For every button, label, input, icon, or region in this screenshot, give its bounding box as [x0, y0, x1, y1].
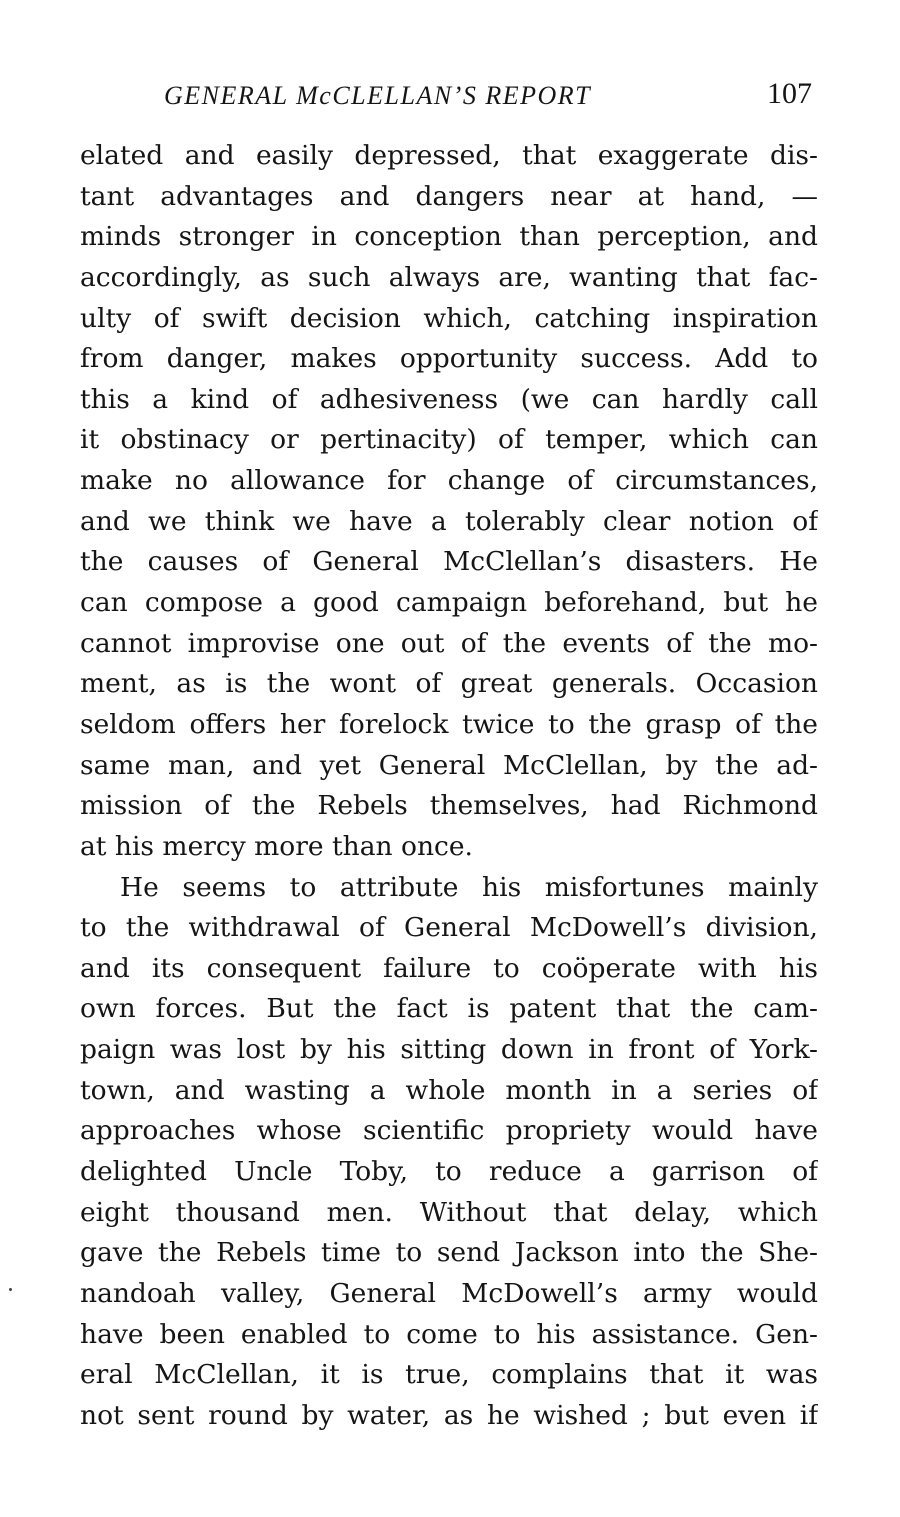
text-line: at his mercy more than once. — [80, 830, 473, 862]
text-line: accordingly, as such always are, wanting that fac- — [80, 261, 818, 293]
text-line: the causes of General McClellan’s disasters. He — [80, 546, 818, 578]
text-line: minds stronger in conception than perception, and — [80, 221, 818, 253]
text-line: tant advantages and dangers near at hand, — — [80, 180, 818, 212]
text-line: this a kind of adhesiveness (we can hardly call — [80, 383, 818, 415]
text-line: not sent round by water, as he wished ; but even if — [80, 1399, 818, 1431]
text-line: town, and wasting a whole month in a series of — [80, 1074, 818, 1106]
text-line: make no allowance for change of circumstances, — [80, 465, 818, 497]
text-line: delighted Uncle Toby, to reduce a garrison of — [80, 1156, 818, 1188]
text-line: and its consequent failure to coöperate with his — [80, 952, 818, 984]
text-line: gave the Rebels time to send Jackson into the She- — [80, 1237, 818, 1269]
paragraph-continued — [80, 136, 818, 868]
paragraph — [80, 868, 818, 1437]
text-line: seldom offers her forelock twice to the grasp of the — [80, 708, 818, 740]
text-line: cannot improvise one out of the events of the mo- — [80, 627, 818, 659]
ink-speck — [9, 1288, 12, 1291]
text-line: He seems to attribute his misfortunes mainly — [120, 871, 818, 903]
text-line: eral McClellan, it is true, complains that it was — [80, 1359, 818, 1391]
text-line: can compose a good campaign beforehand, but he — [80, 587, 818, 619]
text-line: elated and easily depressed, that exaggerate dis- — [80, 140, 818, 171]
text-line: have been enabled to come to his assistance. Gen- — [80, 1318, 818, 1350]
page-number: 107 — [767, 77, 812, 110]
text-line: approaches whose scientific propriety would have — [80, 1115, 818, 1147]
text-line: from danger, makes opportunity success. Add to — [80, 343, 818, 375]
body-text — [80, 136, 818, 1437]
text-line: ment, as is the wont of great generals. Occasion — [80, 668, 818, 700]
text-line: paign was lost by his sitting down in front of York- — [80, 1034, 818, 1066]
page-header — [88, 78, 818, 118]
text-line: it obstinacy or pertinacity) of temper, which can — [80, 424, 818, 456]
text-line: same man, and yet General McClellan, by the ad- — [80, 749, 818, 781]
text-line: nandoah valley, General McDowell’s army would — [80, 1277, 818, 1309]
text-line: mission of the Rebels themselves, had Richmond — [80, 790, 818, 822]
text-line: to the withdrawal of General McDowell’s division, — [80, 912, 818, 944]
text-line: and we think we have a tolerably clear notion of — [80, 505, 818, 537]
text-line: own forces. But the fact is patent that the cam- — [80, 993, 818, 1025]
text-line: eight thousand men. Without that delay, which — [80, 1196, 818, 1228]
running-head: GENERAL McCLELLAN’S REPORT — [164, 81, 592, 110]
text-line: ulty of swift decision which, catching inspiration — [80, 302, 818, 334]
